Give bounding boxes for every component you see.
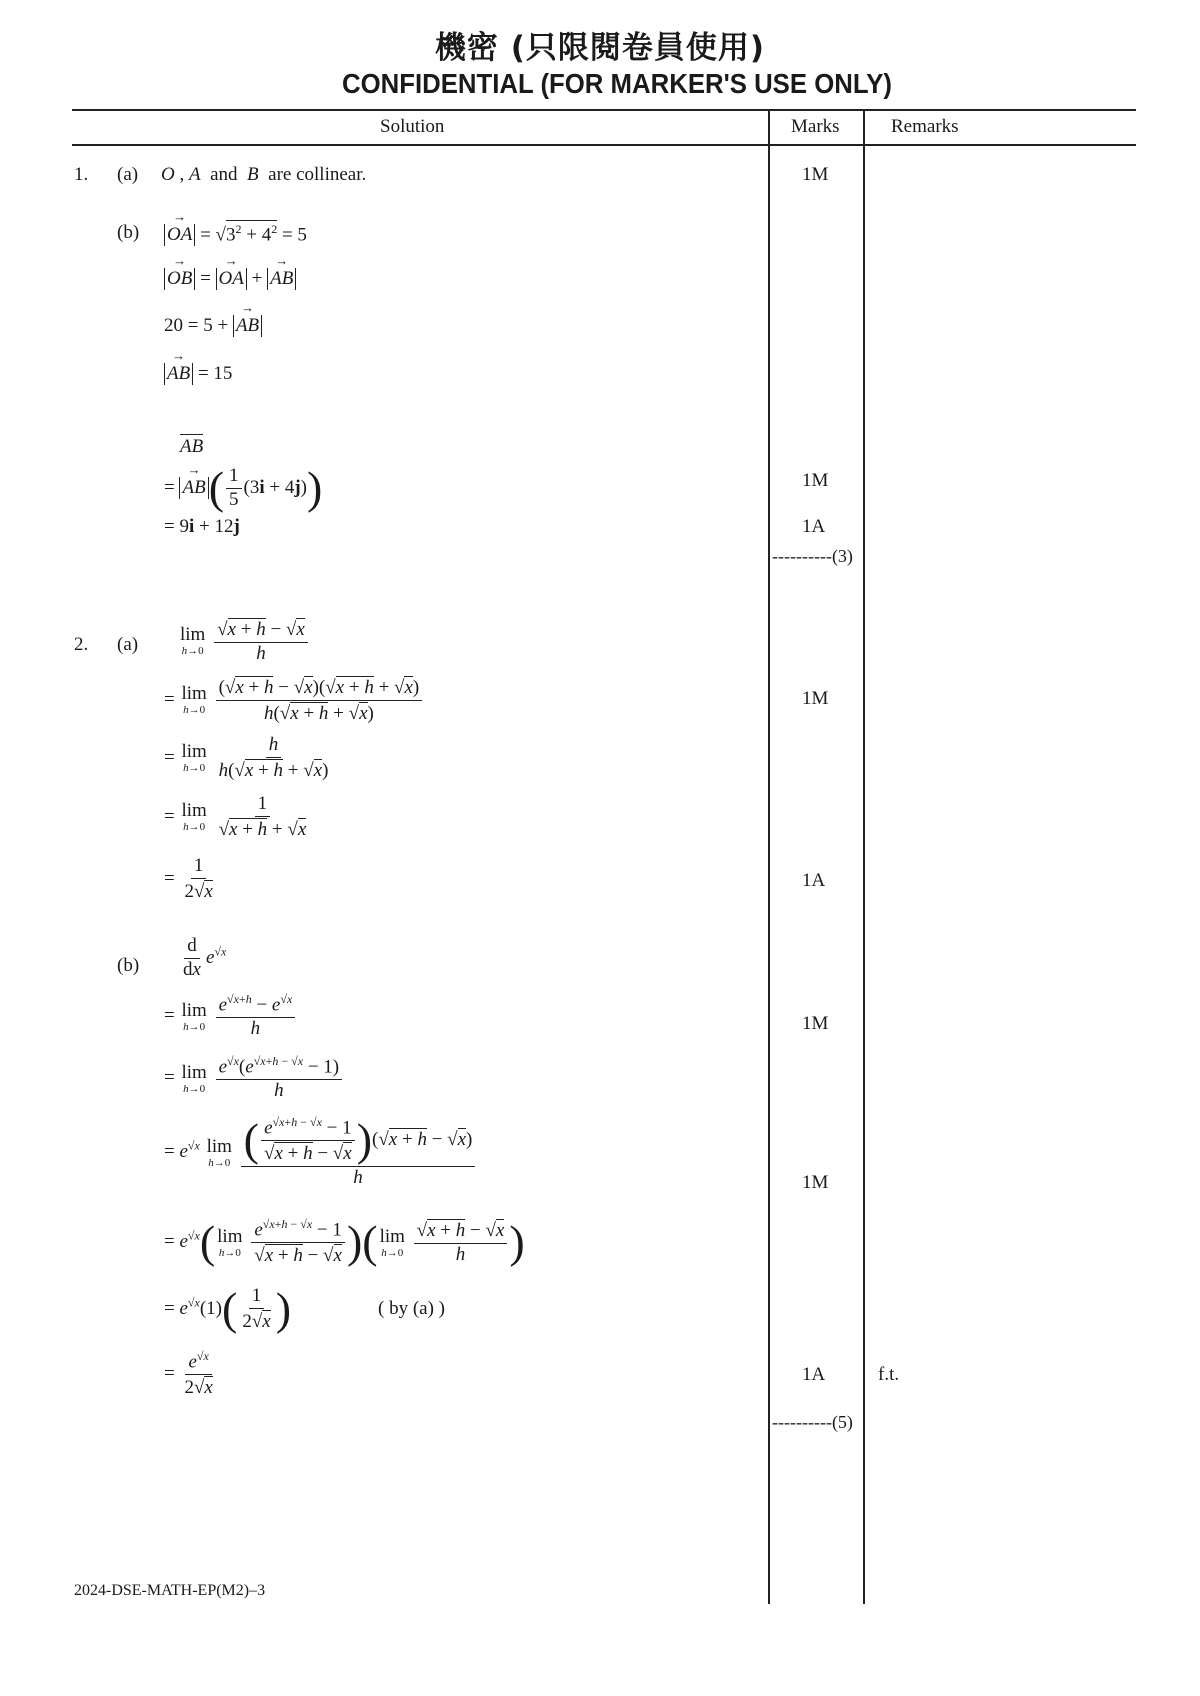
q2-remark-ft: f.t. (878, 1364, 900, 1385)
q2-b-line3: = lim h→0 $\frac{e^{√x}(e^{√x+h - √x} - 1)}{h}$ (164, 1055, 344, 1102)
q1-b-line3: 20 = 5 + → AB (164, 315, 262, 337)
q2-b-line5: = $e^{√x}$( lim h→0 $\frac{e^{√x+h - √x} - 1}{√x + h - √x}$ )( lim h→0 $\frac{√x + h - √x}{h}$ ) (164, 1216, 525, 1268)
q1-b-line2: → OB = → OA + → AB (164, 268, 296, 290)
q2-by-a-note: ( by (a) ) (378, 1298, 445, 1319)
q2-mark-b1: 1M (802, 1013, 829, 1034)
q2-number: 2. (74, 634, 89, 655)
q1-mark-a: 1M (802, 164, 829, 185)
solution-header: Solution (380, 116, 445, 137)
q2-subtotal: ----------(5) (772, 1412, 853, 1432)
q2-b-line1: $\frac{d}{dx}$ $e^{√x}$ (183, 935, 227, 980)
table-header-rule (72, 144, 1136, 146)
q1-b-line4: → AB = 15 (164, 363, 232, 385)
q1-b-line7: = 9i + 12j (164, 516, 240, 537)
footer-paper-code: 2024-DSE-MATH-EP(M2)–3 (74, 1582, 266, 1599)
q1-part-a-statement: O , A and B are collinear. (161, 164, 367, 185)
remarks-header: Remarks (891, 116, 959, 137)
marks-column-divider (768, 109, 770, 1604)
q2-a-line5: = $\frac{1}{2√x}$ (164, 855, 213, 902)
table-top-rule (72, 109, 1136, 111)
q1-b-line5: AB (180, 436, 204, 457)
remarks-column-divider (863, 109, 865, 1604)
q2-mark-a1: 1M (802, 688, 829, 709)
q2-a-line4: = lim h→0 $\frac{1}{√x + h + √x}$ (164, 793, 307, 840)
q2-part-b-label: (b) (117, 955, 140, 976)
q2-mark-a2: 1A (802, 870, 826, 891)
q1-b-line6: = → AB( $\frac{1}{5}$ (3i + 4j)) (164, 466, 322, 511)
marks-header: Marks (791, 116, 840, 137)
q1-part-b-label: (b) (117, 222, 140, 243)
q2-mark-b2: 1M (802, 1172, 829, 1193)
q2-b-line7: = $\frac{e^{√x}}{2√x}$ (164, 1349, 213, 1399)
q2-b-line6: = $e^{√x}(1)$( $\frac{1}{2√x}$ ) (164, 1282, 292, 1334)
q2-mark-b3: 1A (802, 1364, 826, 1385)
q1-part-a-label: (a) (117, 164, 139, 185)
q1-mark-b1: 1M (802, 470, 829, 491)
q2-b-line4: = $e^{√x}$ lim h→0 ( $\frac{e^{√x+h - √x} - 1}{√x + h - √x}$ )(√x + h − √x) h (164, 1116, 477, 1189)
q1-number: 1. (74, 164, 89, 185)
q1-mark-b2: 1A (802, 516, 826, 537)
confidential-title-chinese: 機密 (只限閱卷員使用) (434, 30, 766, 66)
q1-b-line1: → OA = $√3^2 + 4^2 = 5$ (164, 220, 307, 246)
q2-a-line1: lim h→0 $\frac{√x + h - √x}{h}$ (178, 618, 310, 665)
q2-part-a-label: (a) (117, 634, 139, 655)
confidential-title-english: CONFIDENTIAL (FOR MARKER'S USE ONLY) (342, 68, 892, 99)
q2-b-line2: = lim h→0 $\frac{e^{√x+h} - e^{√x}}{h}$ (164, 993, 297, 1040)
q1-part-a-text: are collinear. (268, 164, 367, 185)
q1-subtotal: ----------(3) (772, 546, 853, 566)
q2-a-line3: = lim h→0 $\frac{h}{h(√x + h + √x)}$ (164, 734, 329, 781)
q2-a-line2: = lim h→0 $\frac{(√x + h - √x)(√x + h + √x)}{h(√x + h + √x)}$ (164, 676, 424, 725)
